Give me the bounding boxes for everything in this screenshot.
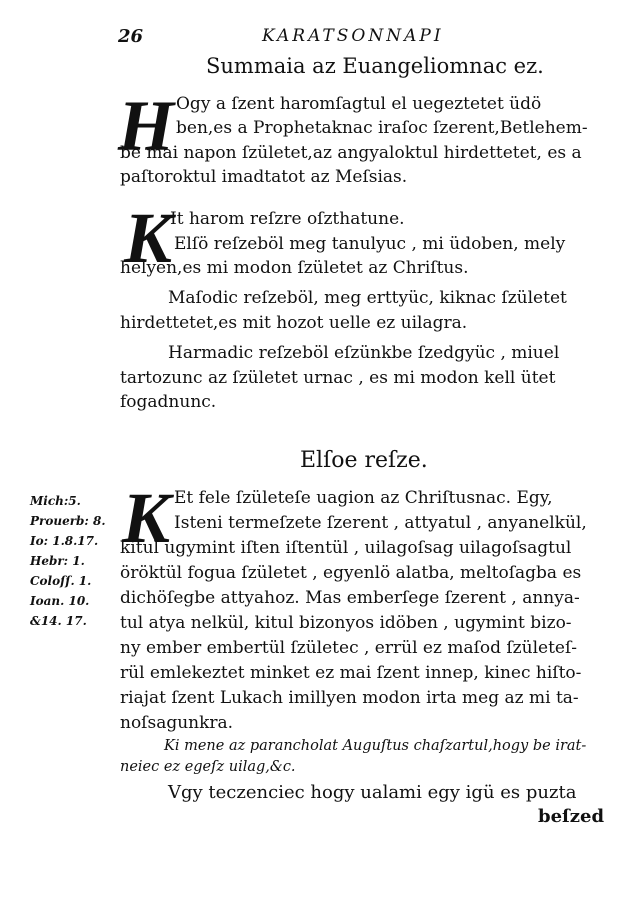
division-paragraph-line: fogadnunc.: [120, 392, 217, 412]
margin-note: Prouerb: 8.: [30, 514, 106, 528]
dropcap-k-section: K: [122, 478, 171, 558]
section-line: tul atya nelkül, kitul bizonyos idöben , ugymint bizo-: [120, 613, 572, 633]
catchword: beſzed: [538, 806, 605, 827]
division-paragraph-line: tartozunc az ſzületet urnac , es mi modon kell ütet: [120, 368, 556, 388]
division-line: It harom reſzre oſzthatune.: [170, 209, 405, 229]
section-line: öröktül fogua ſzületet , egyenlö alatba, meltoſagba es: [120, 563, 582, 583]
summary-line: paſtoroktul imadtatot az Meſsias.: [120, 167, 408, 187]
section-line: kitul ugymint iſten iſtentül , uilagoſsag uilagoſsagtul: [120, 538, 572, 558]
section-line: rül emlekeztet minket ez mai ſzent innep, kinec hiſto-: [120, 663, 582, 683]
dropcap-k: K: [124, 198, 173, 278]
margin-note: Mich:5.: [30, 494, 81, 508]
section-line: Et fele ſzületeſe uagion az Chriſtusnac. Egy,: [174, 488, 553, 508]
margin-note: Io: 1.8.17.: [30, 534, 99, 548]
dropcap-h: H: [118, 86, 175, 166]
page-number: 26: [118, 26, 144, 47]
division-line: helyen,es mi modon ſzületet az Chriſtus.: [120, 258, 469, 278]
section-line: ny ember embertül ſzületec , errül ez maſod ſzületeſ-: [120, 638, 578, 658]
division-paragraph-line: hirdettetet,es mit hozot uelle ez uilagra.: [120, 313, 468, 333]
section-line: noſsagunkra.: [120, 713, 234, 733]
margin-note: Coloſſ. 1.: [30, 574, 92, 588]
division-paragraph-line: Harmadic reſzeböl eſzünkbe ſzedgyüc , miuel: [168, 343, 560, 363]
margin-note: Hebr: 1.: [30, 554, 85, 568]
running-head: KARATSONNAPI: [262, 26, 444, 46]
division-paragraph-line: Maſodic reſzeböl, meg erttyüc, kiknac ſzületet: [168, 288, 567, 308]
summary-line: ben,es a Prophetaknac iraſoc ſzerent,Betlehem-: [176, 118, 588, 138]
summary-line: Ogy a ſzent haromſagtul el uegeztetet üdö: [176, 94, 542, 114]
section-line: riajat ſzent Lukach imillyen modon irta meg az mi ta-: [120, 688, 579, 708]
division-line: Elſö reſzeböl meg tanulyuc , mi üdoben, mely: [174, 234, 566, 254]
margin-note: &14. 17.: [30, 614, 87, 628]
closing-line: Vgy teczenciec hogy ualami egy igü es puzta: [168, 782, 577, 803]
summary-line: be mai napon ſzületet,az angyaloktul hirdettetet, es a: [120, 143, 582, 163]
section-line: dichöſegbe attyahoz. Mas emberſege ſzerent , annya-: [120, 588, 580, 608]
summary-title: Summaia az Euangeliomnac ez.: [206, 54, 544, 78]
section-title: Elſoe reſze.: [300, 448, 428, 473]
scripture-line: neiec ez egeſz uilag,&c.: [120, 759, 296, 775]
scripture-line: Ki mene az parancholat Auguſtus chaſzartul,hogy be irat-: [164, 738, 587, 754]
margin-note: Ioan. 10.: [30, 594, 90, 608]
section-line: Isteni termeſzete ſzerent , attyatul , anyanelkül,: [174, 513, 587, 533]
